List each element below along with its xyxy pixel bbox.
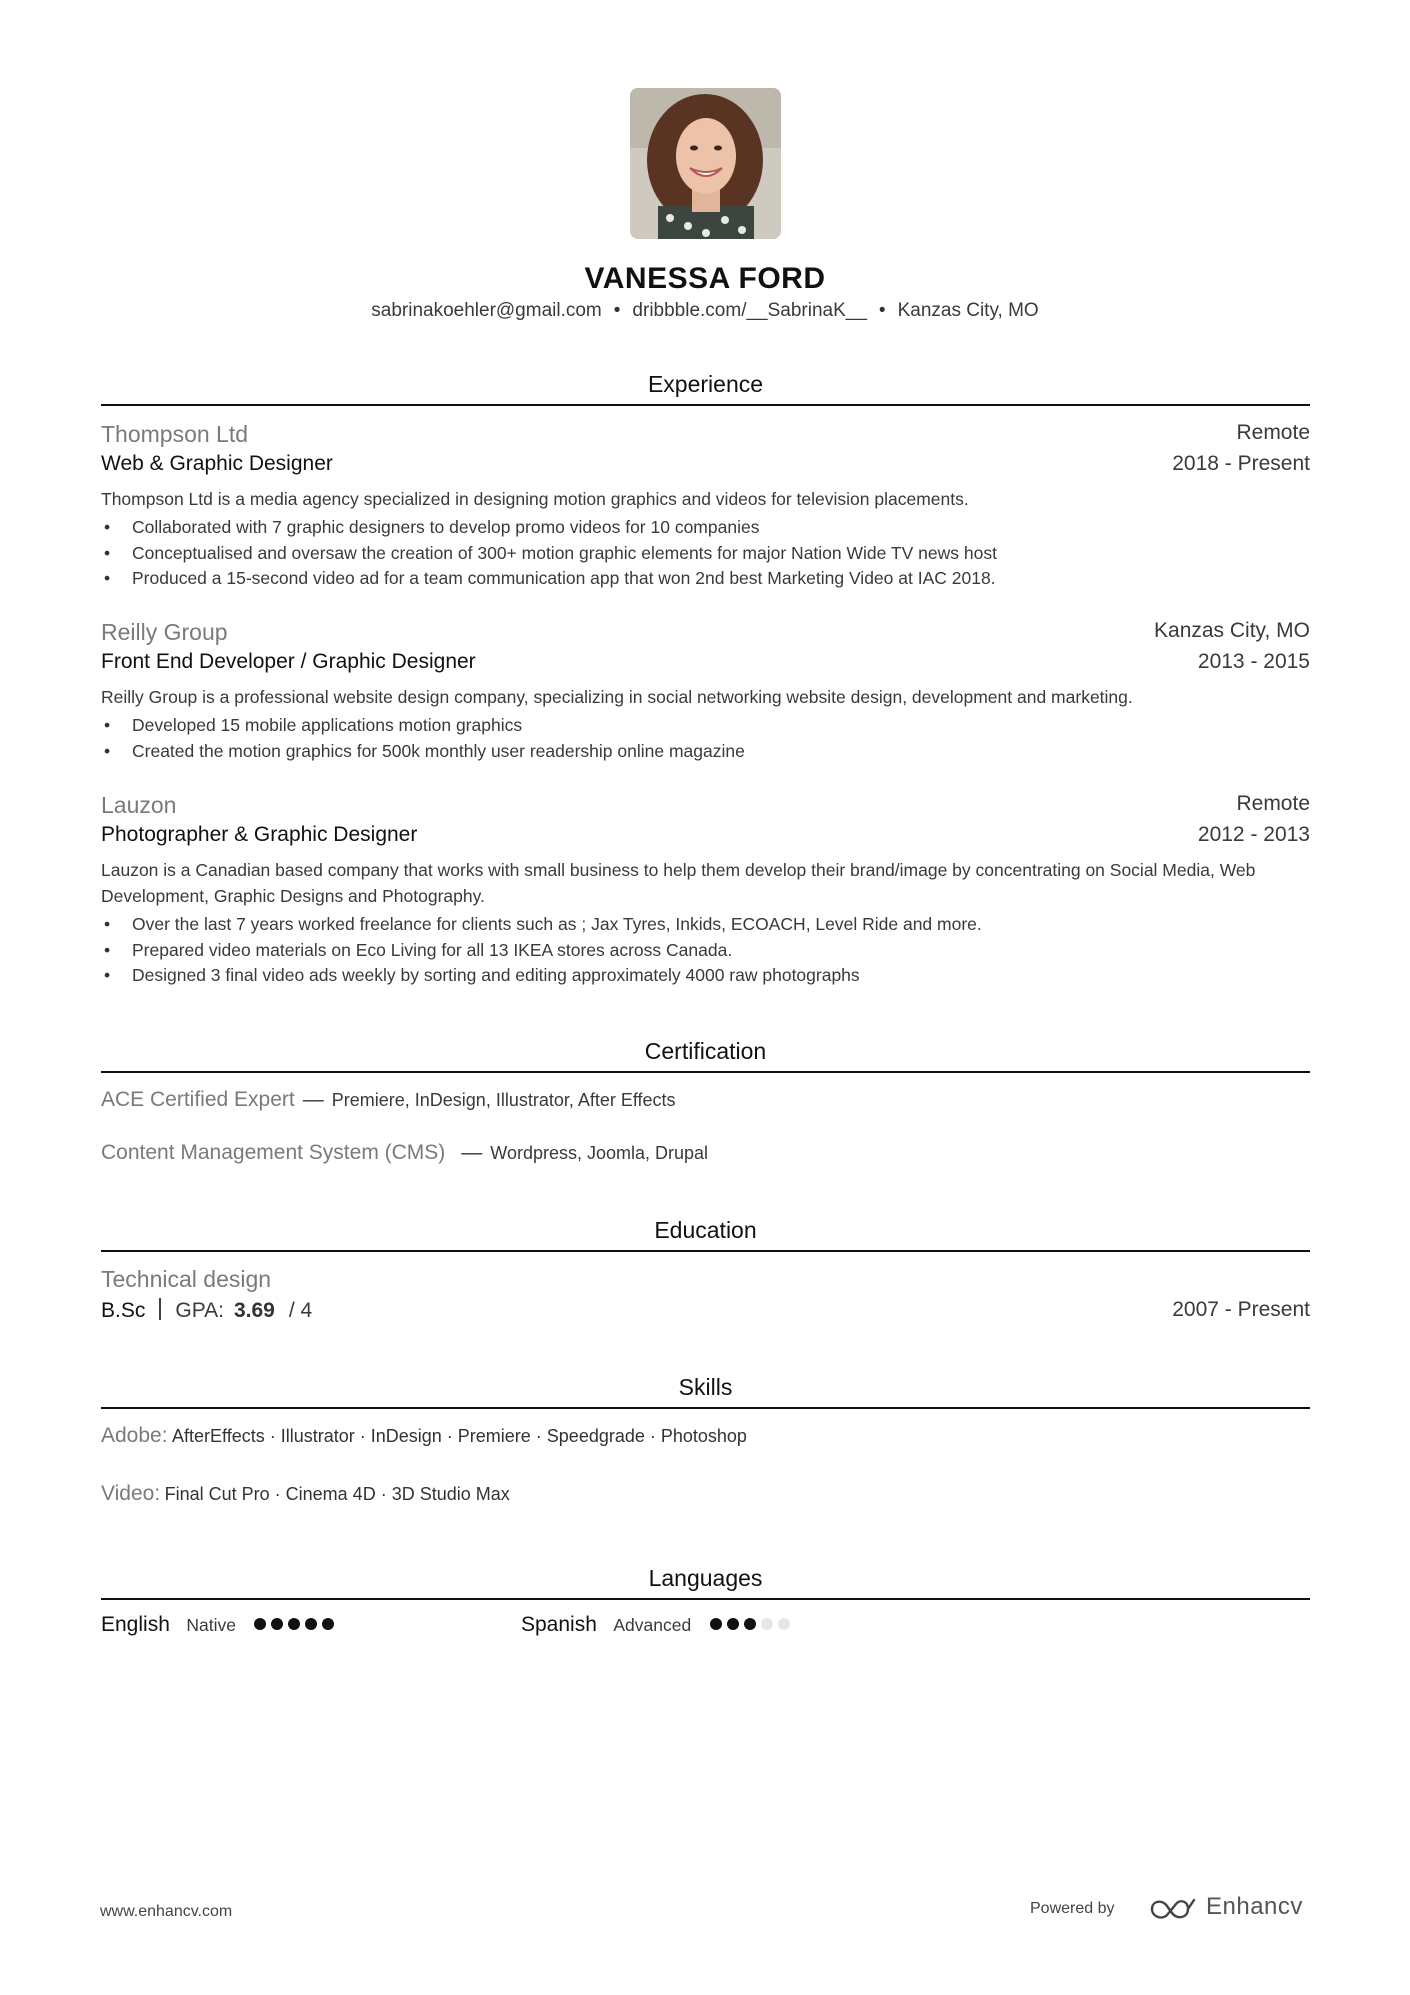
contact-separator: • xyxy=(878,300,886,321)
rating-dot-filled xyxy=(710,1618,722,1630)
section-divider xyxy=(101,1071,1310,1073)
company-description: Reilly Group is a professional website design company, specializing in social networking website design, development and marketing. xyxy=(101,687,1133,707)
section-divider xyxy=(101,404,1310,406)
skill-category: Adobe: xyxy=(101,1424,168,1447)
achievement-item: • Created the motion graphics for 500k monthly user readership online magazine xyxy=(101,739,1310,765)
website-text[interactable]: dribbble.com/__SabrinaK__ xyxy=(632,300,867,321)
job-dates: 2013 - 2015 xyxy=(1197,650,1310,673)
rating-dot-filled xyxy=(322,1618,334,1630)
language-item xyxy=(101,1613,339,1637)
company-description: Lauzon is a Canadian based company that works with small business to help them develop their brand/image by concentrating on Social Media, Web Development, Graphic Designs and Photography. xyxy=(101,860,1256,906)
section-title-skills: Skills xyxy=(678,1374,733,1400)
rating-dot-filled xyxy=(288,1618,300,1630)
email-text[interactable]: sabrinakoehler@gmail.com xyxy=(371,300,602,321)
achievement-item: • Over the last 7 years worked freelance for clients such as ; Jax Tyres, Inkids, ECOACH, Level Ride and more. xyxy=(101,912,1310,938)
achievement-item: • Designed 3 final video ads weekly by sorting and editing approximately 4000 raw photographs xyxy=(101,963,1310,989)
degree: B.Sc xyxy=(101,1299,146,1322)
skill-items: Final Cut Pro · Cinema 4D · 3D Studio Max xyxy=(164,1484,510,1504)
achievement-item: • Developed 15 mobile applications motion graphics xyxy=(101,713,1310,739)
certification-item xyxy=(101,1141,1310,1165)
rating-dot-filled xyxy=(254,1618,266,1630)
degree-separator xyxy=(159,1298,161,1320)
certification-detail: Premiere, InDesign, Illustrator, After Effects xyxy=(331,1090,676,1110)
powered-by-text: Powered by xyxy=(1030,1900,1115,1917)
section-title-certification: Certification xyxy=(644,1038,767,1064)
skill-category: Video: xyxy=(101,1482,161,1505)
achievement-item: • Produced a 15-second video ad for a team communication app that won 2nd best Marketing Video at IAC 2018. xyxy=(101,566,1310,592)
achievement-list xyxy=(101,515,1310,592)
achievement-item: • Collaborated with 7 graphic designers to develop promo videos for 10 companies xyxy=(101,515,1310,541)
company-description: Thompson Ltd is a media agency specialized in designing motion graphics and videos for television placements. xyxy=(101,489,969,509)
section-title-education: Education xyxy=(654,1217,757,1243)
rating-dot-filled xyxy=(727,1618,739,1630)
certification-name: ACE Certified Expert xyxy=(101,1088,295,1111)
company-name: Reilly Group xyxy=(101,619,228,645)
education-details xyxy=(101,1298,1310,1323)
rating-dot-filled xyxy=(305,1618,317,1630)
education-field: Technical design xyxy=(101,1266,272,1292)
rating-dot-filled xyxy=(271,1618,283,1630)
certification-detail: Wordpress, Joomla, Drupal xyxy=(490,1143,709,1163)
experience-entry xyxy=(101,421,1310,592)
job-title: Front End Developer / Graphic Designer xyxy=(101,650,476,673)
achievement-item: • Conceptualised and oversaw the creation of 300+ motion graphic elements for major Nation Wide TV news host xyxy=(101,541,1310,567)
section-divider xyxy=(101,1250,1310,1252)
candidate-name: VANESSA FORD xyxy=(584,262,826,295)
achievement-list xyxy=(101,912,1310,989)
skill-group xyxy=(101,1424,1310,1448)
section-title-languages: Languages xyxy=(648,1565,763,1591)
education-dates: 2007 - Present xyxy=(1172,1298,1310,1321)
certification-item xyxy=(101,1088,1310,1112)
job-location: Remote xyxy=(1236,792,1310,815)
enhancv-logo-icon xyxy=(1148,1893,1196,1923)
job-location: Kanzas City, MO xyxy=(1154,619,1310,642)
job-title: Web & Graphic Designer xyxy=(101,452,333,475)
rating-dot-filled xyxy=(744,1618,756,1630)
section-title-experience: Experience xyxy=(647,371,764,397)
contact-separator: • xyxy=(613,300,621,321)
location-text: Kanzas City, MO xyxy=(897,300,1039,321)
contact-line xyxy=(0,300,1410,322)
footer-url[interactable]: www.enhancv.com xyxy=(100,1903,233,1920)
job-dates: 2018 - Present xyxy=(1172,452,1310,475)
achievement-item: • Prepared video materials on Eco Living for all 13 IKEA stores across Canada. xyxy=(101,938,1310,964)
gpa-label: GPA: xyxy=(175,1299,224,1322)
achievement-list xyxy=(101,713,1310,764)
language-item xyxy=(521,1613,795,1637)
certification-name: Content Management System (CMS) xyxy=(101,1141,446,1164)
skill-items: AfterEffects · Illustrator · InDesign · Premiere · Speedgrade · Photoshop xyxy=(172,1426,747,1446)
gpa-value: 3.69 xyxy=(233,1299,275,1322)
company-name: Lauzon xyxy=(101,792,177,818)
experience-entry xyxy=(101,792,1310,989)
enhancv-brand: Enhancv xyxy=(1206,1893,1303,1920)
language-name: Spanish xyxy=(521,1613,597,1636)
experience-entry xyxy=(101,619,1310,764)
rating-dot-empty xyxy=(761,1618,773,1630)
job-location: Remote xyxy=(1236,421,1310,444)
language-name: English xyxy=(101,1613,170,1636)
section-divider xyxy=(101,1598,1310,1600)
rating-dot-empty xyxy=(778,1618,790,1630)
language-level: Native xyxy=(186,1615,236,1635)
language-rating xyxy=(710,1617,795,1635)
job-title: Photographer & Graphic Designer xyxy=(101,823,418,846)
certification-dash: — xyxy=(302,1088,324,1111)
gpa-max: / 4 xyxy=(288,1299,313,1322)
skill-group xyxy=(101,1482,1310,1506)
section-divider xyxy=(101,1407,1310,1409)
certification-dash: — xyxy=(461,1141,483,1164)
job-dates: 2012 - 2013 xyxy=(1197,823,1310,846)
company-name: Thompson Ltd xyxy=(101,421,249,447)
language-level: Advanced xyxy=(613,1615,692,1635)
language-rating xyxy=(254,1617,339,1635)
profile-photo xyxy=(630,88,781,239)
